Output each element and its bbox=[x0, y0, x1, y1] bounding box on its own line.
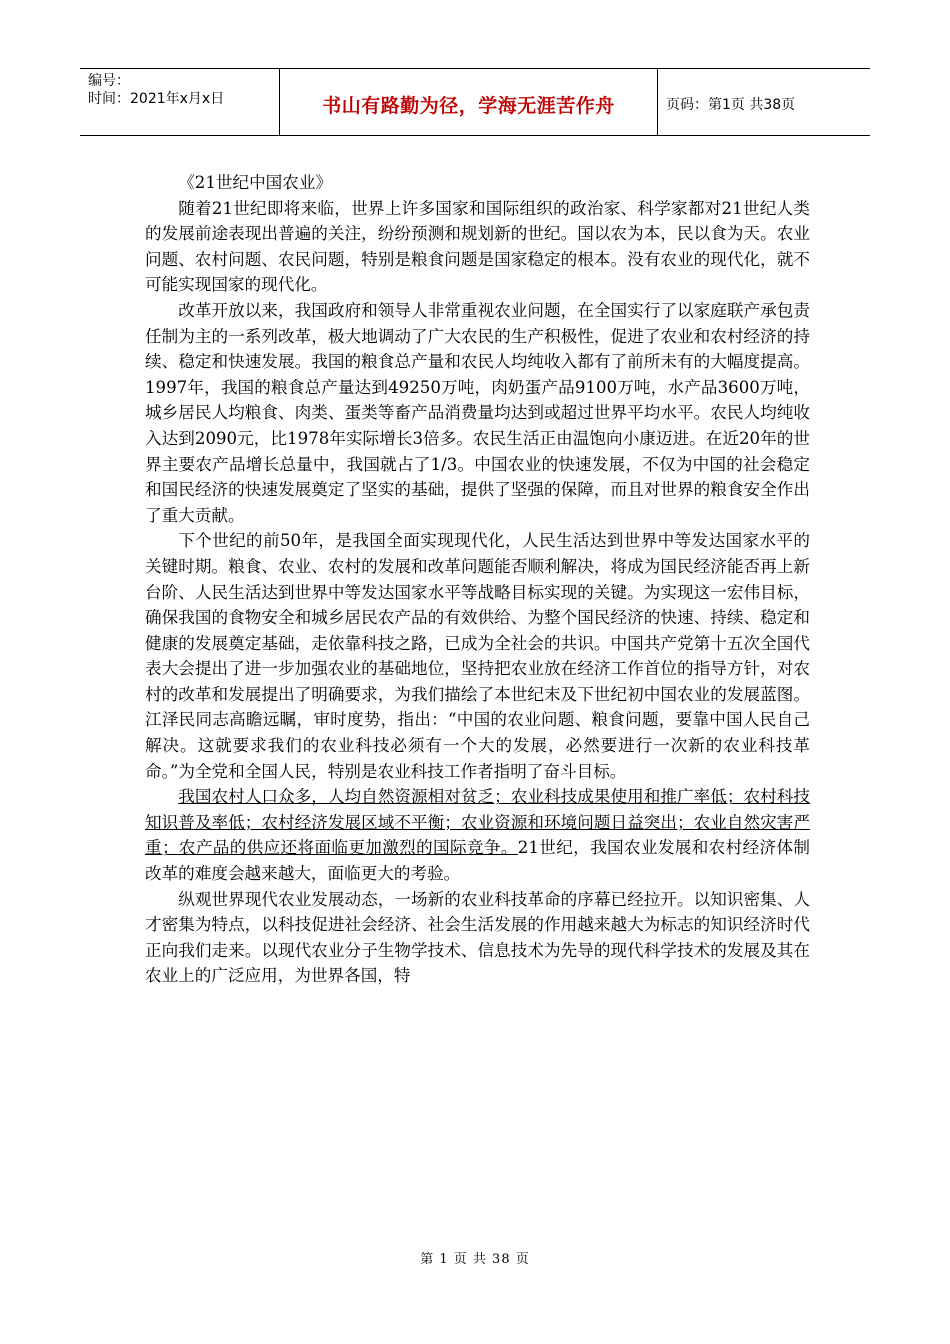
page-label: 页码：第1页 共38页 bbox=[666, 97, 796, 113]
paragraph: 下个世纪的前50年，是我国全面实现现代化，人民生活达到世界中等发达国家水平的关键时期。粮食、农业、农村的发展和改革问题能否顺利解决，将成为国民经济能否再上新台阶、人民生活达到世界中等发达国家水平等战略目标实现的关键。为实现这一宏伟目标，确保我国的食物安全和城乡居民农产品的有效供给、为整个国民经济的快速、持续、稳定和健康的发展奠定基础，走依靠科技之路，已成为全社会的共识。中国共产党第十五次全国代表大会提出了进一步加强农业的基础地位，坚持把农业放在经济工作首位的指导方针，对农村的改革和发展提出了明确要求，为我们描绘了本世纪末及下世纪初中国农业的发展蓝图。江泽民同志高瞻远瞩，审时度势，指出：“中国的农业问题、粮食问题，要靠中国人民自己解决。这就要求我们的农业科技必须有一个大的发展，必然要进行一次新的农业科技革命。”为全党和全国人民，特别是农业科技工作者指明了奋斗目标。 bbox=[145, 531, 810, 781]
underlined-text: 我国农村人口众多，人均自然资源相对贫乏；农业科技成果使用和推广率低；农村科技知识普及率低；农村经济发展区域不平衡；农业资源和环境问题日益突出；农业自然灾害严重；农产品的供应还将面临更加激烈的国际竞争。 bbox=[145, 787, 810, 858]
page-header bbox=[80, 68, 870, 136]
paragraph: 纵观世界现代农业发展动态，一场新的农业科技革命的序幕已经拉开。以知识密集、人才密集为特点，以科技促进社会经济、社会生活发展的作用越来越大为标志的知识经济时代正向我们走来。以现代农业分子生物学技术、信息技术为先导的现代科学技术的发展及其在农业上的广泛应用，为世界各国，特 bbox=[145, 889, 810, 986]
date-label: 时间：2021年x月x日 bbox=[88, 91, 225, 107]
header-motto-cell bbox=[280, 69, 658, 135]
page-footer: 第 1 页 共 38 页 bbox=[420, 1252, 530, 1267]
document-body bbox=[145, 170, 810, 989]
header-page-cell bbox=[658, 69, 870, 135]
paragraph: 改革开放以来，我国政府和领导人非常重视农业问题，在全国实行了以家庭联产承包责任制为主的一系列改革，极大地调动了广大农民的生产积极性，促进了农业和农村经济的持续、稳定和快速发展。我国的粮食总产量和农民人均纯收入都有了前所未有的大幅度提高。1997年，我国的粮食总产量达到49250万吨，肉奶蛋产品9100万吨，水产品3600万吨，城乡居民人均粮食、肉类、蛋类等畜产品消费量均达到或超过世界平均水平。农民人均纯收入达到2090元，比1978年实际增长3倍多。农民生活正由温饱向小康迈进。在近20年的世界主要农产品增长总量中，我国就占了1/3。中国农业的快速发展，不仅为中国的社会稳定和国民经济的快速发展奠定了坚实的基础，提供了坚强的保障，而且对世界的粮食安全作出了重大贡献。 bbox=[145, 300, 810, 525]
motto-text: 书山有路勤为径，学海无涯苦作舟 bbox=[322, 94, 615, 117]
paragraph: 随着21世纪即将来临，世界上许多国家和国际组织的政治家、科学家都对21世纪人类的发展前途表现出普遍的关注，纷纷预测和规划新的世纪。国以农为本，民以食为天。农业问题、农村问题、农民问题，特别是粮食问题是国家稳定的根本。没有农业的现代化，就不可能实现国家的现代化。 bbox=[145, 198, 810, 295]
paragraph-underlined bbox=[145, 784, 810, 886]
header-meta bbox=[80, 69, 280, 135]
document-title: 《21世纪中国农业》 bbox=[178, 173, 333, 192]
after-underline-text: 21世纪，我国农业发展和农村经济体制改革的难度会越来越大，面临更大的考验。 bbox=[145, 838, 811, 884]
number-label: 编号： bbox=[88, 73, 130, 89]
